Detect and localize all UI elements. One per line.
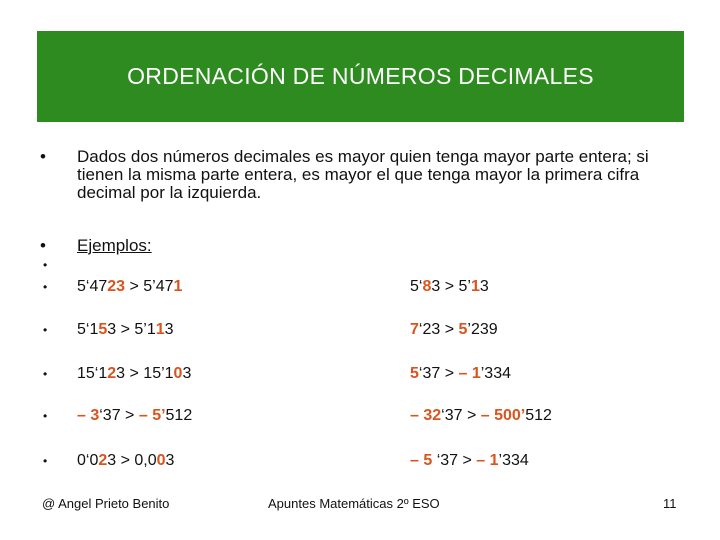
example-right: 5‘37 > – 1’334 xyxy=(410,365,511,382)
example-right: 7‘23 > 5’239 xyxy=(410,321,498,338)
bullet: • xyxy=(43,280,48,294)
bullet: • xyxy=(43,454,48,468)
example-left: 0‘023 > 0,003 xyxy=(77,452,175,469)
bullet: • xyxy=(43,409,48,423)
title-banner xyxy=(37,31,684,122)
example-right: – 5 ‘37 > – 1’334 xyxy=(410,452,529,469)
example-left: 15‘123 > 15’103 xyxy=(77,365,192,382)
bullet: • xyxy=(40,236,46,255)
example-left: 5‘4723 > 5’471 xyxy=(77,278,183,295)
footer-author: @ Angel Prieto Benito xyxy=(42,496,170,511)
bullet: • xyxy=(43,323,48,337)
example-right: – 32‘37 > – 500’512 xyxy=(410,407,552,424)
bullet: • xyxy=(40,147,46,166)
footer-course: Apuntes Matemáticas 2º ESO xyxy=(268,496,440,511)
rule-text: Dados dos números decimales es mayor quien tenga mayor parte entera; si tienen la misma parte entera, es mayor el que tenga mayor la primera cifra decimal por la izquierda. xyxy=(77,147,649,202)
page-number: 11 xyxy=(663,496,677,511)
page-title: ORDENACIÓN DE NÚMEROS DECIMALES xyxy=(127,63,594,89)
example-left: 5‘153 > 5’113 xyxy=(77,321,174,338)
examples-heading: Ejemplos: xyxy=(77,236,152,255)
bullet: • xyxy=(43,258,48,272)
example-left: – 3‘37 > – 5’512 xyxy=(77,407,193,424)
bullet: • xyxy=(43,367,48,381)
example-right: 5‘83 > 5’13 xyxy=(410,278,489,295)
